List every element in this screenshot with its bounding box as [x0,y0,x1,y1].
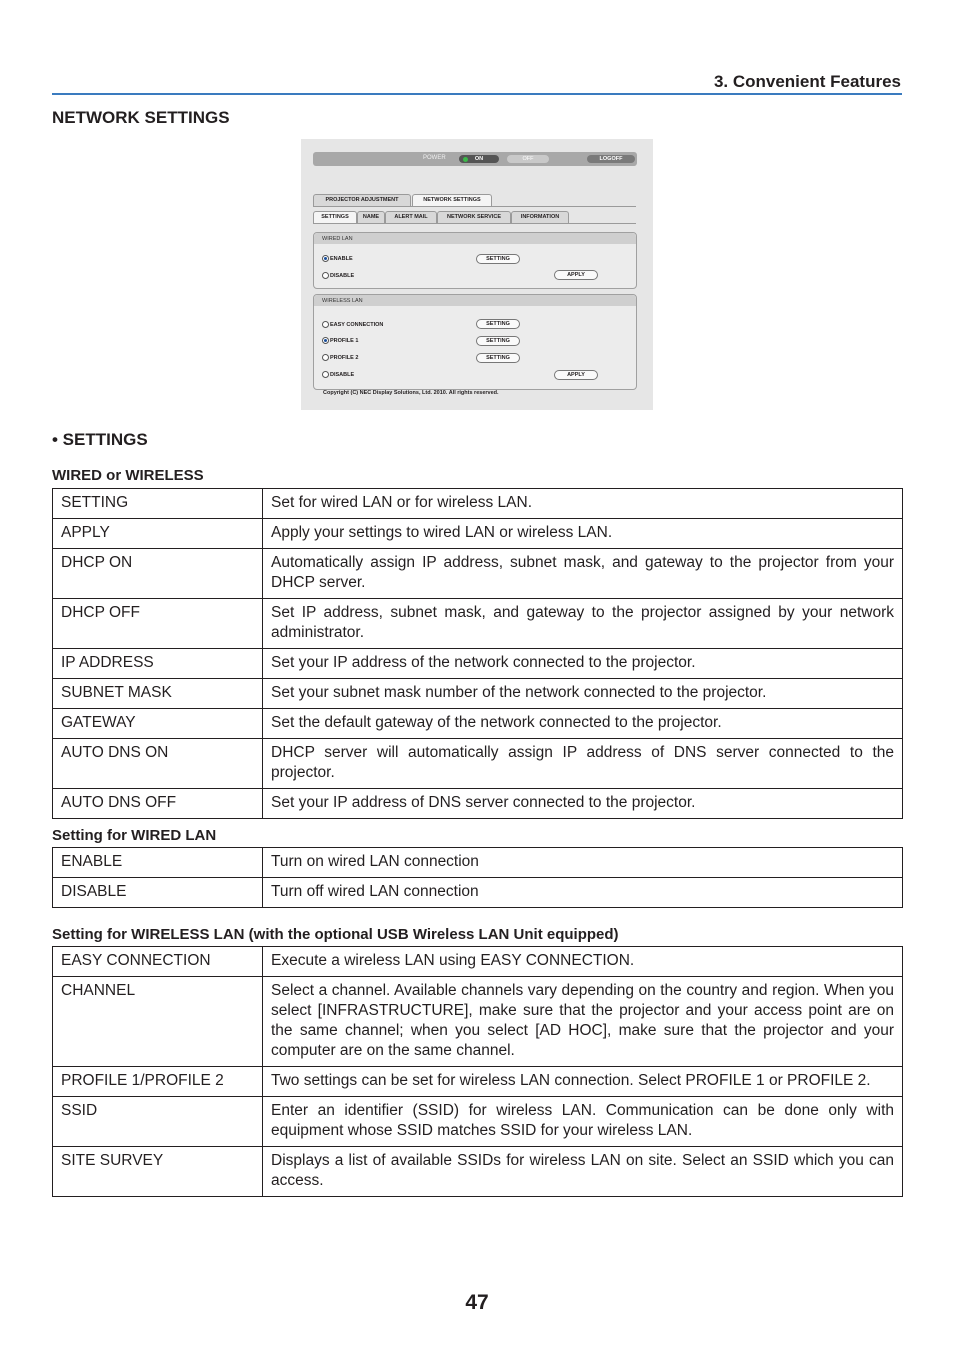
table-wired-or-wireless [52,488,903,819]
subtab-network-service[interactable]: NETWORK SERVICE [437,211,511,223]
header-rule [52,93,902,95]
subtab-alert-mail[interactable]: ALERT MAIL [385,211,437,223]
wired-apply-button[interactable]: APPLY [554,270,598,280]
table-row: DISABLE Turn off wired LAN connection [53,878,903,908]
section-title: NETWORK SETTINGS [52,108,230,127]
table-title-wired-lan: Setting for WIRED LAN [52,827,217,844]
easy-setting-button[interactable]: SETTING [476,319,520,329]
subtab-name[interactable]: NAME [357,211,385,223]
radio-selected-icon [322,255,329,262]
wired-setting-button[interactable]: SETTING [476,254,520,264]
profile1-setting-button[interactable]: SETTING [476,336,520,346]
network-settings-screenshot [301,139,653,410]
wired-enable-option[interactable]: ENABLE [322,255,353,263]
radio-icon [322,321,329,328]
table-row: SUBNET MASK Set your subnet mask number of the network connected to the projector. [53,679,903,709]
table-row: GATEWAY Set the default gateway of the network connected to the projector. [53,709,903,739]
power-off-button[interactable]: OFF [507,155,549,163]
table-row: SETTING Set for wired LAN or for wireless LAN. [53,489,903,519]
power-bar [313,152,637,166]
wireless-apply-button[interactable]: APPLY [554,370,598,380]
chapter-title: 3. Convenient Features [713,72,901,91]
wireless-lan-group [313,294,637,390]
table-row: IP ADDRESS Set your IP address of the network connected to the projector. [53,649,903,679]
radio-icon [322,354,329,361]
power-label: POWER [423,155,446,161]
table-row: CHANNEL Select a channel. Available channels vary depending on the country and region. When you select [INFRASTRUCTURE], make sure that the projector and your access point are on the same channel; when you select [AD HOC], make sure that the projector and your computer are on the same channel. [53,977,903,1067]
table-row: PROFILE 1/PROFILE 2 Two settings can be set for wireless LAN connection. Select PROFILE 1 or PROFILE 2. [53,1067,903,1097]
table-row: AUTO DNS ON DHCP server will automatically assign IP address of DNS server connected to the projector. [53,739,903,789]
table-wireless-lan [52,946,903,1197]
table-row: DHCP ON Automatically assign IP address, subnet mask, and gateway to the projector from your DHCP server. [53,549,903,599]
table-row: APPLY Apply your settings to wired LAN or wireless LAN. [53,519,903,549]
subtab-information[interactable]: INFORMATION [511,211,569,223]
tab-network-settings[interactable]: NETWORK SETTINGS [412,194,492,206]
table-row: DHCP OFF Set IP address, subnet mask, and gateway to the projector assigned by your network administrator. [53,599,903,649]
page-number: 47 [465,1291,489,1314]
radio-icon [322,272,329,279]
table-row: SSID Enter an identifier (SSID) for wireless LAN. Communication can be done only with equipment whose SSID matches SSID for your wireless LAN. [53,1097,903,1147]
table-row: ENABLE Turn on wired LAN connection [53,848,903,878]
subtab-divider [313,223,636,224]
table-title-wired-or-wireless: WIRED or WIRELESS [52,467,204,484]
copyright-text: Copyright (C) NEC Display Solutions, Ltd. 2010. All rights reserved. [323,390,499,396]
radio-icon [322,371,329,378]
wired-lan-group [313,232,637,289]
table-row: SITE SURVEY Displays a list of available SSIDs for wireless LAN on site. Select an SSID which you can access. [53,1147,903,1197]
wired-disable-option[interactable]: DISABLE [322,272,354,280]
wireless-easy-option[interactable]: EASY CONNECTION [322,321,383,329]
profile2-setting-button[interactable]: SETTING [476,353,520,363]
power-indicator-icon [463,157,468,162]
subtab-settings[interactable]: SETTINGS [313,211,357,223]
power-on-button[interactable]: ON [459,155,499,163]
radio-selected-icon [322,337,329,344]
tab-divider [313,206,636,207]
table-row: AUTO DNS OFF Set your IP address of DNS server connected to the projector. [53,789,903,819]
wireless-profile2-option[interactable]: PROFILE 2 [322,354,358,362]
table-title-wireless-lan: Setting for WIRELESS LAN (with the optional USB Wireless LAN Unit equipped) [52,926,619,943]
table-row: EASY CONNECTION Execute a wireless LAN using EASY CONNECTION. [53,947,903,977]
wireless-lan-header: WIRELESS LAN [314,295,636,306]
settings-heading: • SETTINGS [52,430,148,449]
wireless-profile1-option[interactable]: PROFILE 1 [322,337,358,345]
tab-projector-adjustment[interactable]: PROJECTOR ADJUSTMENT [313,194,411,206]
wired-lan-header: WIRED LAN [314,233,636,244]
logoff-button[interactable]: LOGOFF [587,155,635,163]
table-wired-lan [52,847,903,908]
wireless-disable-option[interactable]: DISABLE [322,371,354,379]
